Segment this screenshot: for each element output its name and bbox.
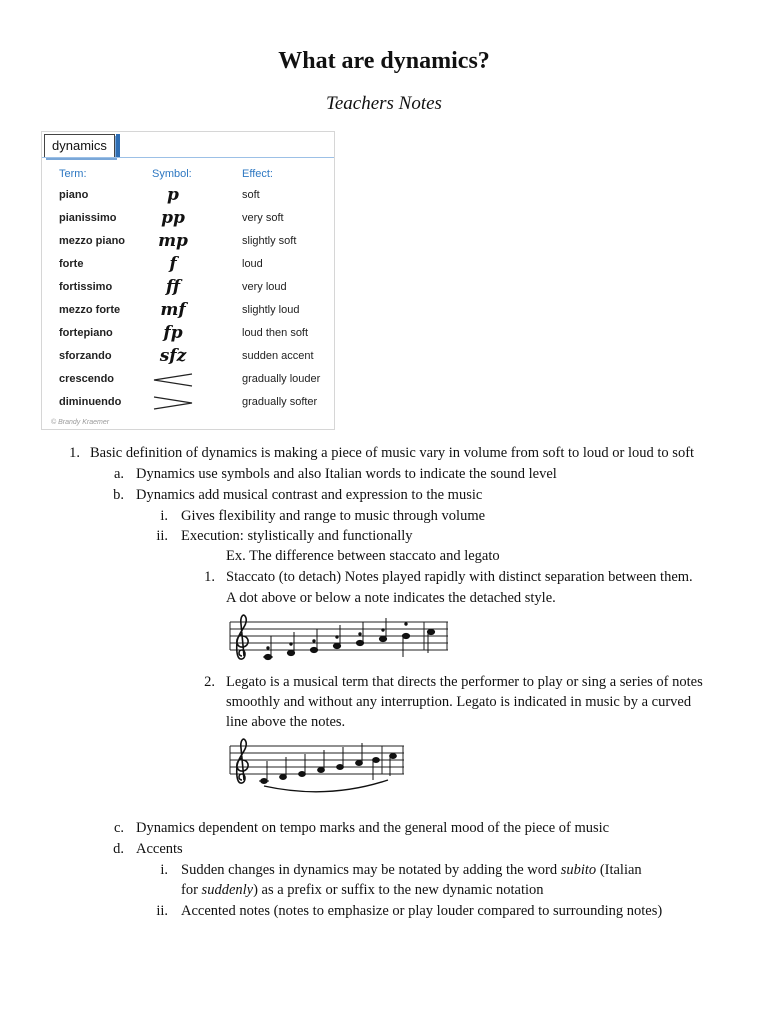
list-marker: b. xyxy=(113,487,124,503)
chart-tab: dynamics xyxy=(44,134,115,158)
list-item: Gives flexibility and range to music through volume xyxy=(181,508,486,524)
list-item: Execution: stylistically and functionally xyxy=(181,528,413,544)
staccato-text: A dot above or below a note indicates the detached style. xyxy=(226,590,556,606)
term: piano xyxy=(59,189,89,201)
header-symbol: Symbol: xyxy=(152,168,192,180)
header-term: Term: xyxy=(59,168,87,180)
chart-row xyxy=(42,208,334,231)
example-line: Ex. The difference between staccato and legato xyxy=(226,548,500,564)
list-item: Dynamics use symbols and also Italian words to indicate the sound level xyxy=(136,466,557,482)
italic-term: suddenly xyxy=(201,882,254,898)
effect: slightly loud xyxy=(242,304,300,316)
term: fortepiano xyxy=(59,327,113,339)
chart-row xyxy=(42,323,334,346)
chart-row xyxy=(42,300,334,323)
chart-row xyxy=(42,277,334,300)
symbol: f xyxy=(169,254,177,274)
legato-text: Legato is a musical term that directs the performer to play or sing a series of notes xyxy=(226,674,703,690)
symbol: mp xyxy=(158,231,188,251)
list-marker: ii. xyxy=(156,903,168,919)
page-subtitle: Teachers Notes xyxy=(326,93,442,114)
list-item-continuation xyxy=(181,882,544,899)
effect: gradually louder xyxy=(242,373,321,385)
dynamics-chart xyxy=(41,131,335,430)
list-marker: ii. xyxy=(156,528,168,544)
legato-staff-image xyxy=(228,736,406,796)
symbol: p xyxy=(167,185,179,205)
term: sforzando xyxy=(59,350,112,362)
chart-divider xyxy=(42,157,334,158)
symbol: mf xyxy=(160,300,186,320)
term: mezzo piano xyxy=(59,235,126,247)
list-item: Dynamics dependent on tempo marks and the general mood of the piece of music xyxy=(136,820,610,836)
list-marker: i. xyxy=(160,862,168,878)
list-item: Basic definition of dynamics is making a piece of music vary in volume from soft to loud or loud to soft xyxy=(90,445,695,461)
page-title: What are dynamics? xyxy=(278,48,490,74)
term: forte xyxy=(59,258,84,270)
effect: soft xyxy=(242,189,260,201)
symbol: pp xyxy=(161,208,185,228)
legato-text: line above the notes. xyxy=(226,714,346,730)
list-marker: 2. xyxy=(204,674,215,690)
chart-row xyxy=(42,346,334,369)
list-marker: i. xyxy=(160,508,168,524)
effect: slightly soft xyxy=(242,235,297,247)
list-marker: 1. xyxy=(204,569,215,585)
term: fortissimo xyxy=(59,281,113,293)
list-marker: 1. xyxy=(69,445,80,461)
list-marker: d. xyxy=(113,841,124,857)
list-item: Accents xyxy=(136,841,183,857)
symbol: sfz xyxy=(159,346,187,366)
effect: gradually softer xyxy=(242,396,318,408)
list-item xyxy=(181,862,642,879)
effect: loud xyxy=(242,258,263,270)
term: pianissimo xyxy=(59,212,117,224)
staccato-staff-image xyxy=(228,612,450,662)
effect: loud then soft xyxy=(242,327,309,339)
list-marker: c. xyxy=(113,820,124,836)
copyright: © Brandy Kraemer xyxy=(51,419,110,426)
text-run: Sudden changes in dynamics may be notated by adding the word xyxy=(181,862,561,878)
legato-text: smoothly and without any interruption. Legato is indicated in music by a curved xyxy=(226,694,692,710)
staccato-text: Staccato (to detach) Notes played rapidly with distinct separation between them. xyxy=(226,569,693,585)
chart-row xyxy=(42,369,334,392)
header-effect: Effect: xyxy=(242,168,273,180)
effect: sudden accent xyxy=(242,350,314,362)
term: mezzo forte xyxy=(59,304,121,316)
symbol: ff xyxy=(165,277,181,297)
symbol: fp xyxy=(163,323,183,343)
effect: very loud xyxy=(242,281,287,293)
chart-row xyxy=(42,185,334,208)
term: diminuendo xyxy=(59,396,122,408)
list-marker: a. xyxy=(113,466,124,482)
text-run: ) as a prefix or suffix to the new dynamic notation xyxy=(253,882,544,898)
chart-row xyxy=(42,392,334,415)
term: crescendo xyxy=(59,373,115,385)
text-run: (Italian xyxy=(596,862,642,878)
italic-term: subito xyxy=(560,862,597,878)
list-item: Dynamics add musical contrast and expression to the music xyxy=(136,487,483,503)
list-item: Accented notes (notes to emphasize or play louder compared to surrounding notes) xyxy=(181,903,663,919)
chart-row xyxy=(42,254,334,277)
effect: very soft xyxy=(242,212,284,224)
chart-row xyxy=(42,231,334,254)
text-run: for xyxy=(181,882,202,898)
